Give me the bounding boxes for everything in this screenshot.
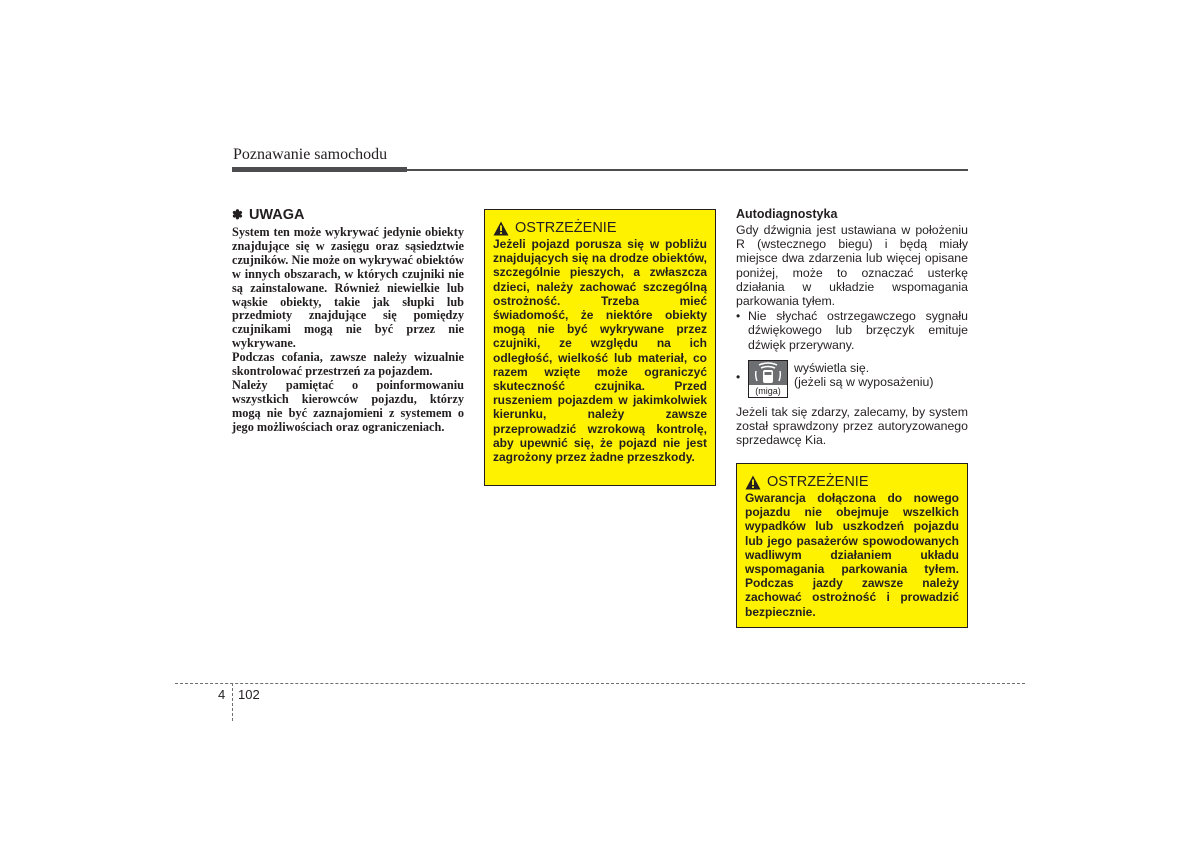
section-title: Autodiagnostyka	[736, 207, 838, 221]
indicator-line: wyświetla się.	[794, 360, 870, 375]
note-paragraph: Podczas cofania, zawsze należy wizualnie skontrolować przestrzeń za pojazdem.	[232, 350, 464, 379]
warning-text: Jeżeli pojazd porusza się w pobliżu znajdujących się na drodze obiektów, szczególnie pieszych, a zwłaszcza dzieci, należy zachować szczególną ostrożność. Trzeba mieć świadomość, że niektóre obiekty mogą nie być wykrywane przez czujniki, ze względu na ich odległość, wielkość lub materiał, co razem wzięte może ograniczyć skuteczność czujnika. Przed ruszeniem pojazdem w jakimkolwiek kierunku, należy zawsze przeprowadzić wzrokową kontrolę, aby upewnić się, że pojazd nie jest zagrożony przez żadne przeszkody.	[493, 237, 707, 465]
warning-triangle-icon	[745, 475, 761, 490]
list-item-text: Nie słychać ostrzegawczego sygnału dźwiękowego lub brzęczyk emituje dźwięk przerywany.	[748, 309, 968, 352]
list-item	[736, 360, 968, 398]
list-item	[736, 309, 968, 352]
parking-assist-icon	[749, 361, 787, 385]
warning-text: Gwarancja dołączona do nowego pojazdu nie obejmuje wszelkich wypadków lub uszkodzeń pojazdu lub jego pasażerów spowodowanych wadliwym działaniem układu wspomagania parkowania tyłem. Podczas jazdy zawsze należy zachować ostrożność i prowadzić bezpiecznie.	[745, 491, 959, 619]
warning-triangle-icon	[493, 221, 509, 236]
warning-header	[745, 474, 959, 490]
header-rule-thin	[407, 169, 968, 171]
page-header-title: Poznawanie samochodu	[233, 146, 388, 163]
section-conclusion: Jeżeli tak się zdarzy, zalecamy, by system został sprawdzony przez autoryzowanego sprzedawcę Kia.	[736, 404, 968, 448]
warning-box-warranty	[736, 463, 968, 628]
header-rule-thick	[232, 167, 407, 172]
note-symbol: ✽	[232, 207, 243, 222]
chapter-number: 4	[218, 687, 226, 702]
warning-header	[493, 220, 707, 236]
note-paragraph: System ten może wykrywać jedynie obiekty znajdujące się w zasięgu oraz sąsiedztwie czujników. Nie może on wykrywać obiektów w innych obszarach, w których czujniki nie są zainstalowane. Również niewielkie lub wąskie obiekty, takie jak słupki lub przedmioty znajdujące się pomiędzy czujnikami mogą nie być przez nie wykrywane.	[232, 225, 464, 351]
self-diagnosis-section	[736, 207, 968, 447]
indicator-text	[794, 360, 933, 389]
footer-rule	[175, 683, 1025, 684]
indicator-caption: (miga)	[755, 385, 781, 396]
section-intro: Gdy dźwignia jest ustawiana w położeniu R (wstecznego biegu) i będą miały miejsce dwa zdarzenia lub więcej opisane poniżej, może to oznaczać usterkę działania w układzie wspomagania parkowania tyłem.	[736, 223, 968, 309]
warning-title: OSTRZEŻENIE	[515, 220, 617, 236]
bullet-mark: •	[736, 309, 741, 324]
bullet-mark: •	[736, 369, 741, 384]
page-number: 102	[238, 687, 260, 702]
note-title	[232, 207, 464, 223]
warning-box-pedestrians	[484, 209, 716, 486]
indicator-lamp	[748, 360, 788, 398]
warning-title: OSTRZEŻENIE	[767, 474, 869, 490]
footer-divider	[232, 683, 233, 721]
note-paragraph: Należy pamiętać o poinformowaniu wszystkich kierowców pojazdu, którzy mogą nie być zaznajomieni z systemem o jego możliwościach oraz ograniczeniach.	[232, 377, 464, 434]
note-title-text: UWAGA	[248, 207, 305, 223]
note-section	[232, 207, 464, 435]
indicator-line: (jeżeli są w wyposażeniu)	[794, 375, 934, 390]
